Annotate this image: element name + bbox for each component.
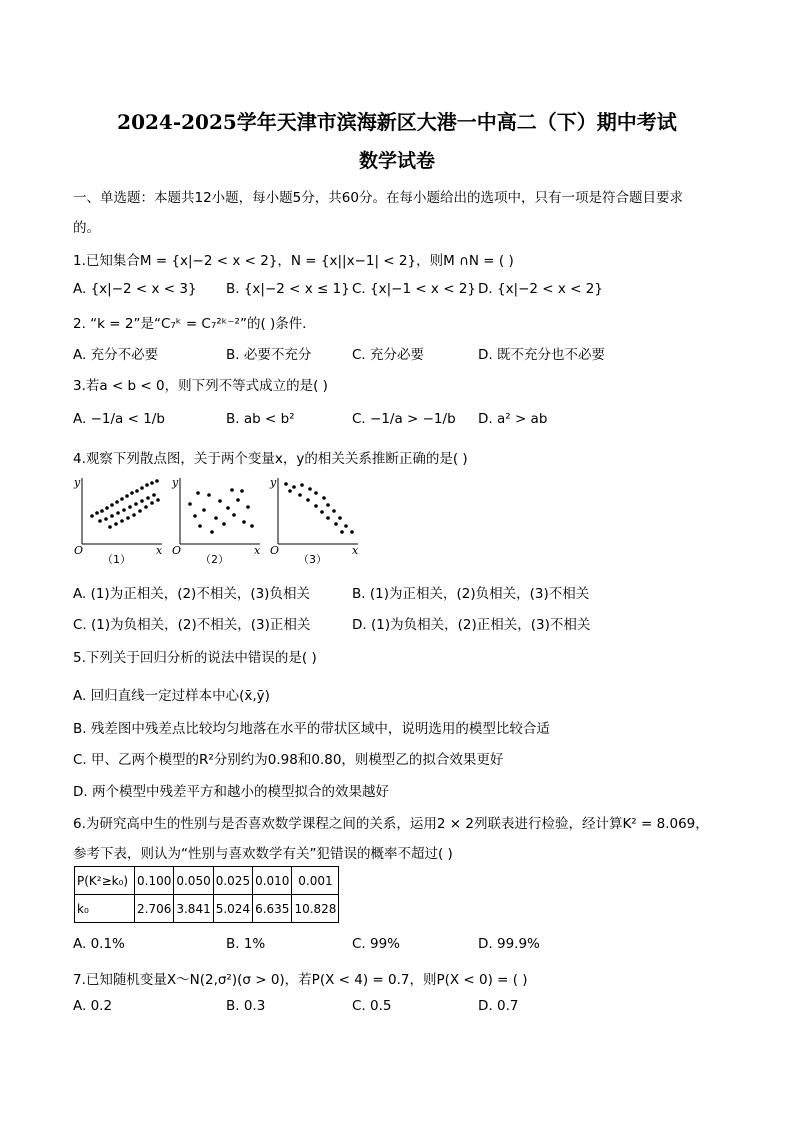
table-cell: 6.635	[253, 895, 292, 923]
q5-option-a: A. 回归直线一定过样本中心(x̄,ȳ)	[73, 688, 270, 704]
table-cell: 0.025	[213, 867, 252, 895]
plot3-x-label: x	[352, 544, 359, 557]
q6-option-d: D. 99.9%	[478, 936, 540, 952]
q3-option-c: C. −1/a > −1/b	[352, 411, 456, 427]
q1-option-b: B. {x|−2 < x ≤ 1}	[226, 281, 350, 297]
plot2-points	[188, 488, 254, 534]
plot3-y-label: y	[270, 476, 277, 489]
q4-option-b: B. (1)为正相关，(2)负相关，(3)不相关	[352, 586, 590, 602]
q2-option-c: C. 充分必要	[352, 347, 425, 363]
critical-value-table	[74, 866, 339, 923]
table-cell: 0.001	[292, 867, 339, 895]
plot1-origin: O	[74, 544, 84, 557]
table-row	[75, 867, 339, 895]
plot3-caption: （3）	[298, 553, 327, 566]
table-cell: 2.706	[135, 895, 174, 923]
q1-option-d: D. {x|−2 < x < 2}	[478, 281, 603, 297]
plot3-points	[284, 482, 354, 534]
q4-option-a: A. (1)为正相关，(2)不相关，(3)负相关	[73, 586, 310, 602]
question-7-stem: 7.已知随机变量X～N(2,σ²)(σ > 0)，若P(X < 4) = 0.7，则P(X < 0) = ( )	[73, 972, 528, 988]
plot1-y-label: y	[74, 476, 81, 489]
plot2-caption: （2）	[200, 553, 229, 566]
scatter-plot-3	[266, 474, 366, 566]
q5-option-d: D. 两个模型中残差平方和越小的模型拟合的效果越好	[73, 784, 389, 800]
q1-option-c: C. {x|−1 < x < 2}	[352, 281, 476, 297]
q5-option-b: B. 残差图中残差点比较均匀地落在水平的带状区域中，说明选用的模型比较合适	[73, 721, 550, 737]
table-row	[75, 895, 339, 923]
scatter-plot-1	[70, 474, 170, 566]
exam-subtitle: 数学试卷	[358, 150, 435, 172]
section-instructions: 一、单选题：本题共12小题，每小题5分，共60分。在每小题给出的选项中，只有一项是符合题目要求	[73, 190, 683, 206]
plot1-caption: （1）	[102, 553, 131, 566]
section-instructions-cont: 的。	[73, 220, 100, 236]
table-header-cell: k₀	[75, 895, 135, 923]
q3-option-b: B. ab < b²	[226, 411, 295, 427]
plot2-y-label: y	[172, 476, 179, 489]
table-cell: 10.828	[292, 895, 339, 923]
table-cell: 3.841	[174, 895, 213, 923]
q3-option-d: D. a² > ab	[478, 411, 548, 427]
q2-option-b: B. 必要不充分	[226, 347, 312, 363]
plot1-points	[90, 479, 160, 529]
scatter-plot-2	[168, 474, 268, 566]
q6-option-a: A. 0.1%	[73, 936, 125, 952]
table-cell: 0.100	[135, 867, 174, 895]
table-cell: 0.050	[174, 867, 213, 895]
q6-option-c: C. 99%	[352, 936, 401, 952]
table-cell: 5.024	[213, 895, 252, 923]
q7-option-a: A. 0.2	[73, 998, 113, 1014]
q6-option-b: B. 1%	[226, 936, 266, 952]
question-6-stem-cont: 参考下表，则认为“性别与喜欢数学有关”犯错误的概率不超过( )	[73, 846, 453, 862]
q7-option-c: C. 0.5	[352, 998, 392, 1014]
q4-option-d: D. (1)为负相关，(2)正相关，(3)不相关	[352, 617, 591, 633]
question-4-stem: 4.观察下列散点图，关于两个变量x，y的相关关系推断正确的是( )	[73, 451, 468, 467]
table-header-cell: P(K²≥k₀)	[75, 867, 135, 895]
q2-option-a: A. 充分不必要	[73, 347, 159, 363]
q2-option-d: D. 既不充分也不必要	[478, 347, 605, 363]
exam-title: 2024-2025学年天津市滨海新区大港一中高二（下）期中考试	[117, 110, 677, 134]
q7-option-d: D. 0.7	[478, 998, 519, 1014]
question-3-stem: 3.若a < b < 0，则下列不等式成立的是( )	[73, 378, 328, 394]
question-2-stem: 2. “k = 2”是“C₇ᵏ = C₇²ᵏ⁻²”的( )条件．	[73, 316, 316, 332]
q3-option-a: A. −1/a < 1/b	[73, 411, 165, 427]
question-6-stem: 6.为研究高中生的性别与是否喜欢数学课程之间的关系，运用2 × 2列联表进行检验，经计算K² = 8.069，	[73, 816, 709, 832]
plot2-origin: O	[172, 544, 182, 557]
q5-option-c: C. 甲、乙两个模型的R²分别约为0.98和0.80，则模型乙的拟合效果更好	[73, 752, 504, 768]
q4-option-c: C. (1)为负相关，(2)不相关，(3)正相关	[73, 617, 311, 633]
q1-option-a: A. {x|−2 < x < 3}	[73, 281, 197, 297]
plot1-x-label: x	[156, 544, 163, 557]
question-5-stem: 5.下列关于回归分析的说法中错误的是( )	[73, 650, 317, 666]
q7-option-b: B. 0.3	[226, 998, 266, 1014]
plot2-x-label: x	[254, 544, 261, 557]
plot3-origin: O	[270, 544, 280, 557]
table-cell: 0.010	[253, 867, 292, 895]
question-1-stem: 1.已知集合M = {x|−2 < x < 2}，N = {x||x−1| < 2}，则M ∩N = ( )	[73, 253, 514, 269]
